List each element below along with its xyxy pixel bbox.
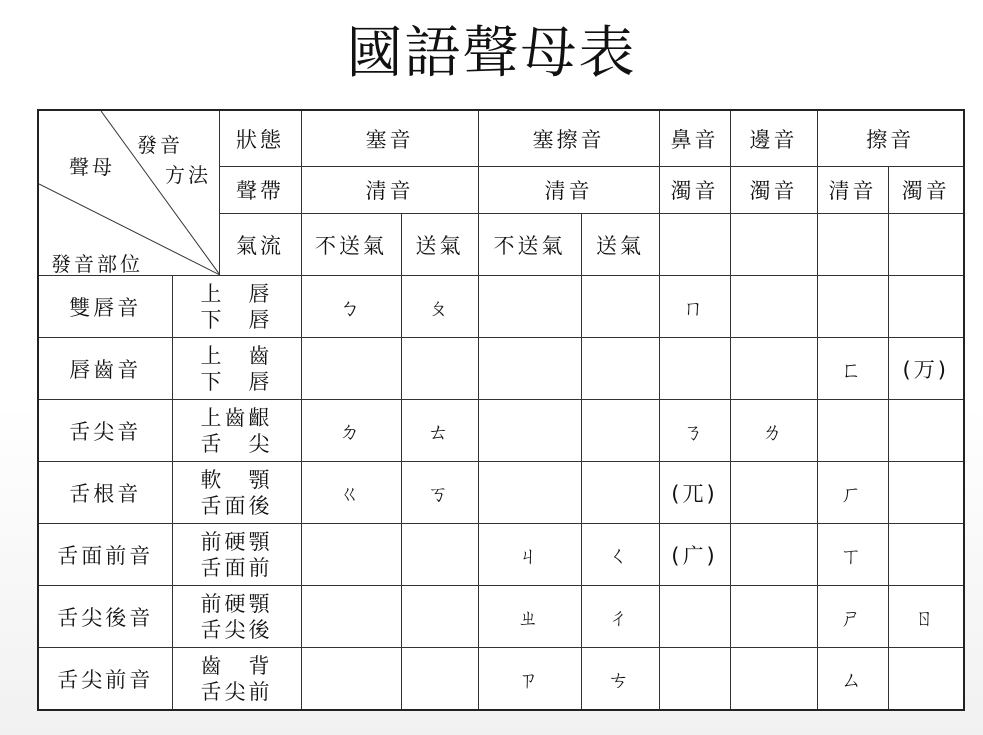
table-row: [38, 276, 964, 338]
initial-cell: [817, 400, 888, 462]
initial-cell: [730, 276, 817, 338]
voicing-affricate: 清音: [478, 167, 659, 214]
airflow-empty: [730, 214, 817, 276]
table-row: [38, 338, 964, 400]
initial-cell: ㄓ: [478, 586, 581, 648]
initial-cell: [301, 524, 401, 586]
initial-cell: ㄒ: [817, 524, 888, 586]
voicing-stop: 清音: [301, 167, 478, 214]
upper-articulator: 軟 顎: [200, 467, 273, 492]
initial-cell: [730, 586, 817, 648]
place-name: 舌根音: [38, 462, 172, 524]
table-row: [38, 400, 964, 462]
initials-table: [37, 109, 965, 711]
corner-place-label: 發音部位: [51, 252, 143, 276]
initial-cell: ㄗ: [478, 648, 581, 711]
lower-articulator: 舌尖後: [200, 617, 273, 642]
upper-articulator: 上齒齦: [200, 405, 273, 430]
initial-cell: [888, 648, 964, 711]
initial-cell: ㄎ: [401, 462, 478, 524]
initial-cell: (ㄬ): [659, 524, 730, 586]
initial-cell: [817, 276, 888, 338]
initial-cell: ㄕ: [817, 586, 888, 648]
place-name: 舌尖前音: [38, 648, 172, 711]
initial-cell: [301, 648, 401, 711]
initial-cell: ㄏ: [817, 462, 888, 524]
label-state: 狀態: [219, 110, 301, 167]
table-row: [38, 524, 964, 586]
initial-cell: [888, 400, 964, 462]
initial-cell: [581, 276, 659, 338]
initial-cell: [478, 462, 581, 524]
initial-cell: [301, 338, 401, 400]
corner-method-label-1: 發音: [137, 133, 183, 157]
voicing-fricative-voiceless: 清音: [817, 167, 888, 214]
initial-cell: [659, 648, 730, 711]
initial-cell: [581, 400, 659, 462]
initial-cell: ㄈ: [817, 338, 888, 400]
airflow-empty: [888, 214, 964, 276]
lower-articulator: 舌面後: [200, 493, 273, 518]
initial-cell: ㄊ: [401, 400, 478, 462]
airflow-affricate-aspirated: 送氣: [581, 214, 659, 276]
lower-articulator: 下 唇: [200, 307, 273, 332]
group-nasal: 鼻音: [659, 110, 730, 167]
airflow-stop-aspirated: 送氣: [401, 214, 478, 276]
articulator-pair: [172, 524, 301, 586]
upper-articulator: 上 齒: [200, 343, 273, 368]
initial-cell: [888, 276, 964, 338]
initial-cell: [301, 586, 401, 648]
place-name: 雙唇音: [38, 276, 172, 338]
airflow-empty: [659, 214, 730, 276]
initial-cell: ㄋ: [659, 400, 730, 462]
group-stop: 塞音: [301, 110, 478, 167]
initial-cell: ㄌ: [730, 400, 817, 462]
initial-cell: [401, 648, 478, 711]
initial-cell: [888, 524, 964, 586]
corner-method-label-2: 方法: [165, 163, 211, 187]
corner-initial-label: 聲母: [69, 155, 115, 179]
initial-cell: ㄘ: [581, 648, 659, 711]
initial-cell: [401, 524, 478, 586]
header-row-state: [38, 110, 964, 167]
group-lateral: 邊音: [730, 110, 817, 167]
initial-cell: [401, 338, 478, 400]
lower-articulator: 舌 尖: [200, 431, 273, 456]
initial-cell: [730, 462, 817, 524]
place-name: 唇齒音: [38, 338, 172, 400]
initial-cell: (ㄪ): [888, 338, 964, 400]
voicing-nasal: 濁音: [659, 167, 730, 214]
table-row: [38, 462, 964, 524]
articulator-pair: [172, 338, 301, 400]
initial-cell: ㄙ: [817, 648, 888, 711]
group-fricative: 擦音: [817, 110, 964, 167]
airflow-affricate-unaspirated: 不送氣: [478, 214, 581, 276]
articulator-pair: [172, 400, 301, 462]
initial-cell: [581, 338, 659, 400]
label-airflow: 氣流: [219, 214, 301, 276]
label-vocal-cords: 聲帶: [219, 167, 301, 214]
upper-articulator: 上 唇: [200, 281, 273, 306]
initial-cell: ㄉ: [301, 400, 401, 462]
initial-cell: ㄆ: [401, 276, 478, 338]
initial-cell: ㄐ: [478, 524, 581, 586]
initial-cell: ㄇ: [659, 276, 730, 338]
upper-articulator: 齒 背: [200, 653, 273, 678]
initial-cell: ㄑ: [581, 524, 659, 586]
initial-cell: [478, 400, 581, 462]
initial-cell: [888, 462, 964, 524]
group-affricate: 塞擦音: [478, 110, 659, 167]
initial-cell: [730, 648, 817, 711]
lower-articulator: 舌尖前: [200, 679, 273, 704]
header-corner: [38, 110, 219, 276]
initial-cell: [659, 338, 730, 400]
airflow-empty: [817, 214, 888, 276]
lower-articulator: 下 唇: [200, 369, 273, 394]
initial-cell: [730, 524, 817, 586]
initial-cell: [581, 462, 659, 524]
initial-cell: (ㄫ): [659, 462, 730, 524]
place-name: 舌尖後音: [38, 586, 172, 648]
initial-cell: ㄍ: [301, 462, 401, 524]
initial-cell: [730, 338, 817, 400]
place-name: 舌面前音: [38, 524, 172, 586]
initial-cell: [478, 338, 581, 400]
initial-cell: ㄅ: [301, 276, 401, 338]
table-row: [38, 586, 964, 648]
initial-cell: [478, 276, 581, 338]
airflow-stop-unaspirated: 不送氣: [301, 214, 401, 276]
page-title: 國語聲母表: [346, 21, 637, 86]
initial-cell: ㄔ: [581, 586, 659, 648]
lower-articulator: 舌面前: [200, 555, 273, 580]
initial-cell: [659, 586, 730, 648]
articulator-pair: [172, 276, 301, 338]
voicing-fricative-voiced: 濁音: [888, 167, 964, 214]
place-name: 舌尖音: [38, 400, 172, 462]
initial-cell: ㄖ: [888, 586, 964, 648]
upper-articulator: 前硬顎: [200, 591, 273, 616]
initial-cell: [401, 586, 478, 648]
articulator-pair: [172, 462, 301, 524]
table-row: [38, 648, 964, 711]
articulator-pair: [172, 586, 301, 648]
articulator-pair: [172, 648, 301, 711]
upper-articulator: 前硬顎: [200, 529, 273, 554]
voicing-lateral: 濁音: [730, 167, 817, 214]
